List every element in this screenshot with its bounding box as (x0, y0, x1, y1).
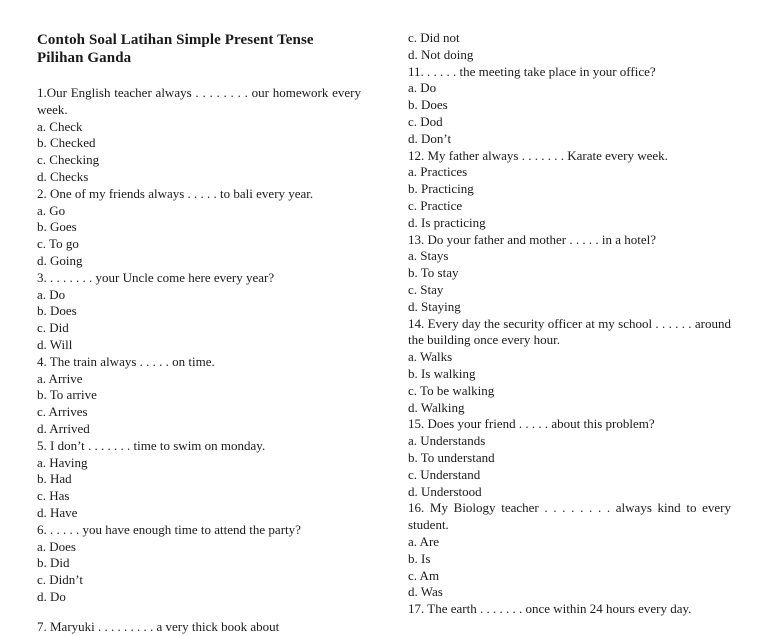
option-13b: b. To stay (408, 265, 459, 281)
option-12b: b. Practicing (408, 181, 474, 197)
option-11c: c. Dod (408, 113, 443, 129)
option-14c: c. To be walking (408, 382, 495, 398)
option-15c: c. Understand (408, 466, 481, 482)
option-12c: c. Practice (408, 197, 463, 213)
option-16d: d. Was (408, 584, 443, 600)
option-4c: c. Arrives (37, 404, 88, 420)
question-16: 16. My Biology teacher . . . . . . . . always kind to every student. (408, 500, 731, 533)
option-1d: d. Checks (37, 168, 89, 184)
question-4: 4. The train always . . . . . on time. (37, 353, 215, 369)
option-16c: c. Am (408, 567, 440, 583)
option-1a: a. Check (37, 118, 83, 134)
question-12: 12. My father always . . . . . . . Karate every week. (408, 147, 668, 163)
option-3d: d. Will (37, 336, 73, 352)
question-7-partial: 7. Maryuki . . . . . . . . . a very thick book about (37, 619, 280, 634)
option-14a: a. Walks (408, 349, 453, 365)
option-5a: a. Having (37, 454, 88, 470)
question-14: 14. Every day the security officer at my school . . . . . . around the building once every hour. (408, 315, 731, 348)
question-5: 5. I don’t . . . . . . . time to swim on monday. (37, 437, 266, 453)
option-15b: b. To understand (408, 449, 495, 465)
option-14b: b. Is walking (408, 365, 476, 381)
option-6d: d. Do (37, 588, 66, 604)
question-1: 1.Our English teacher always . . . . . . . . our homework every week. (37, 85, 361, 117)
option-2c: c. To go (37, 236, 79, 252)
option-4a: a. Arrive (37, 370, 83, 386)
option-11a: a. Do (408, 80, 437, 96)
option-5b: b. Had (37, 471, 72, 487)
option-1b: b. Checked (37, 135, 96, 151)
document-title (37, 0, 361, 67)
question-2: 2. One of my friends always . . . . . to bali every year. (37, 185, 314, 201)
question-17: 17. The earth . . . . . . . once within 24 hours every day. (408, 601, 692, 617)
option-12d: d. Is practicing (408, 214, 486, 230)
title-line-1: Contoh Soal Latihan Simple Present Tense (37, 32, 314, 48)
option-10d: d. Not doing (408, 46, 474, 62)
option-15d: d. Understood (408, 483, 482, 499)
option-3c: c. Did (37, 320, 69, 336)
option-11d: d. Don’t (408, 130, 452, 146)
option-13d: d. Staying (408, 298, 461, 314)
question-15: 15. Does your friend . . . . . about this problem? (408, 416, 655, 432)
option-4b: b. To arrive (37, 387, 97, 403)
option-14d: d. Walking (408, 399, 465, 415)
option-2b: b. Goes (37, 219, 77, 235)
option-13a: a. Stays (408, 248, 449, 264)
option-6b: b. Did (37, 555, 70, 571)
option-15a: a. Understands (408, 433, 486, 449)
option-2a: a. Go (37, 202, 66, 218)
option-6c: c. Didn’t (37, 572, 83, 588)
left-column (37, 0, 361, 606)
question-3: 3. . . . . . . . your Uncle come here every year? (37, 269, 275, 285)
question-13: 13. Do your father and mother . . . . . in a hotel? (408, 231, 657, 247)
option-16a: a. Are (408, 533, 440, 549)
option-3b: b. Does (37, 303, 77, 319)
question-6: 6. . . . . . you have enough time to attend the party? (37, 521, 301, 537)
title-line-2: Pilihan Ganda (37, 50, 132, 66)
option-1c: c. Checking (37, 152, 100, 168)
question-11: 11. . . . . . the meeting take place in your office? (408, 63, 656, 79)
option-2d: d. Going (37, 252, 83, 268)
option-4d: d. Arrived (37, 420, 90, 436)
option-6a: a. Does (37, 538, 76, 554)
option-5c: c. Has (37, 488, 70, 504)
option-16b: b. Is (408, 550, 431, 566)
option-11b: b. Does (408, 97, 448, 113)
option-12a: a. Practices (408, 164, 468, 180)
option-3a: a. Do (37, 286, 66, 302)
option-13c: c. Stay (408, 281, 444, 297)
option-5d: d. Have (37, 504, 78, 520)
option-10c: c. Did not (408, 30, 460, 45)
right-column (408, 30, 731, 618)
